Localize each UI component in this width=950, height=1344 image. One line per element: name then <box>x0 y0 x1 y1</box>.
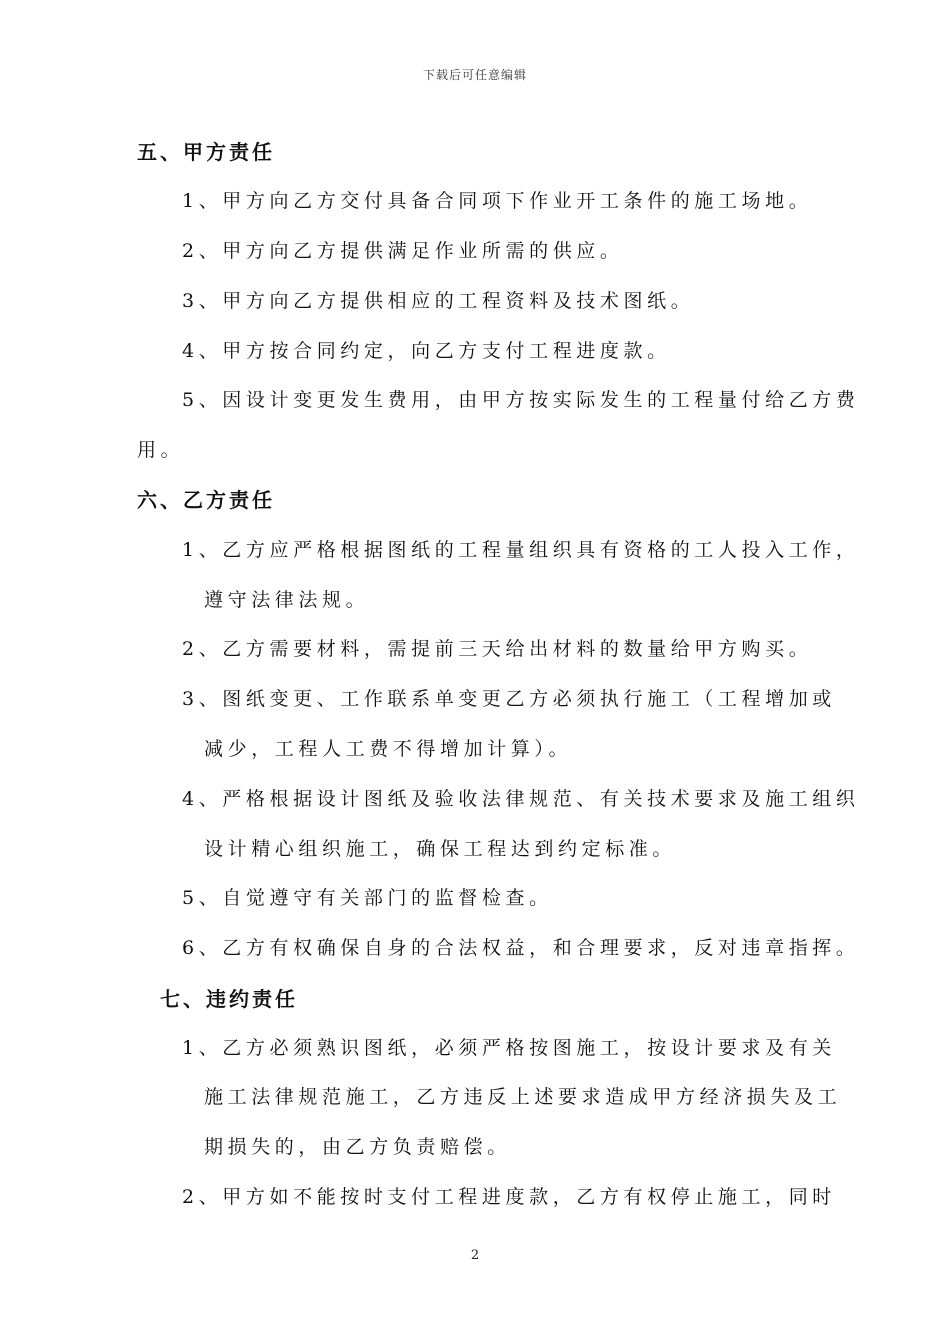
paragraph-line: 3、甲方向乙方提供相应的工程资料及技术图纸。 <box>182 290 695 312</box>
paragraph-line: 1、甲方向乙方交付具备合同项下作业开工条件的施工场地。 <box>182 190 813 212</box>
section-heading-7: 七、违约责任 <box>160 987 298 1011</box>
section-heading-5: 五、甲方责任 <box>137 140 275 164</box>
page-number: 2 <box>470 1248 480 1263</box>
paragraph-line: 遵守法律法规。 <box>204 589 370 611</box>
paragraph-line: 5、自觉遵守有关部门的监督检查。 <box>182 887 553 909</box>
paragraph-line: 1、乙方应严格根据图纸的工程量组织具有资格的工人投入工作， <box>182 539 860 561</box>
paragraph-line: 6、乙方有权确保自身的合法权益，和合理要求，反对违章指挥。 <box>182 937 860 959</box>
paragraph-line: 3、图纸变更、工作联系单变更乙方必须执行施工（工程增加或 <box>182 688 836 710</box>
paragraph-line: 5、因设计变更发生费用，由甲方按实际发生的工程量付给乙方费 <box>182 389 860 411</box>
paragraph-line: 设计精心组织施工，确保工程达到约定标准。 <box>204 838 677 860</box>
paragraph-line: 2、甲方如不能按时支付工程进度款，乙方有权停止施工，同时 <box>182 1186 836 1208</box>
paragraph-line: 1、乙方必须熟识图纸，必须严格按图施工，按设计要求及有关 <box>182 1037 836 1059</box>
paragraph-line: 4、甲方按合同约定，向乙方支付工程进度款。 <box>182 340 671 362</box>
paragraph-line: 4、严格根据设计图纸及验收法律规范、有关技术要求及施工组织 <box>182 788 860 810</box>
paragraph-line: 施工法律规范施工，乙方违反上述要求造成甲方经济损失及工 <box>204 1086 842 1108</box>
paragraph-line: 用。 <box>137 439 185 461</box>
page-header: 下载后可任意编辑 <box>422 68 527 82</box>
paragraph-line: 2、甲方向乙方提供满足作业所需的供应。 <box>182 240 624 262</box>
paragraph-line: 2、乙方需要材料，需提前三天给出材料的数量给甲方购买。 <box>182 638 813 660</box>
paragraph-line: 期损失的，由乙方负责赔偿。 <box>204 1136 511 1158</box>
section-heading-6: 六、乙方责任 <box>137 488 275 512</box>
paragraph-line: 减少，工程人工费不得增加计算）。 <box>204 738 573 760</box>
